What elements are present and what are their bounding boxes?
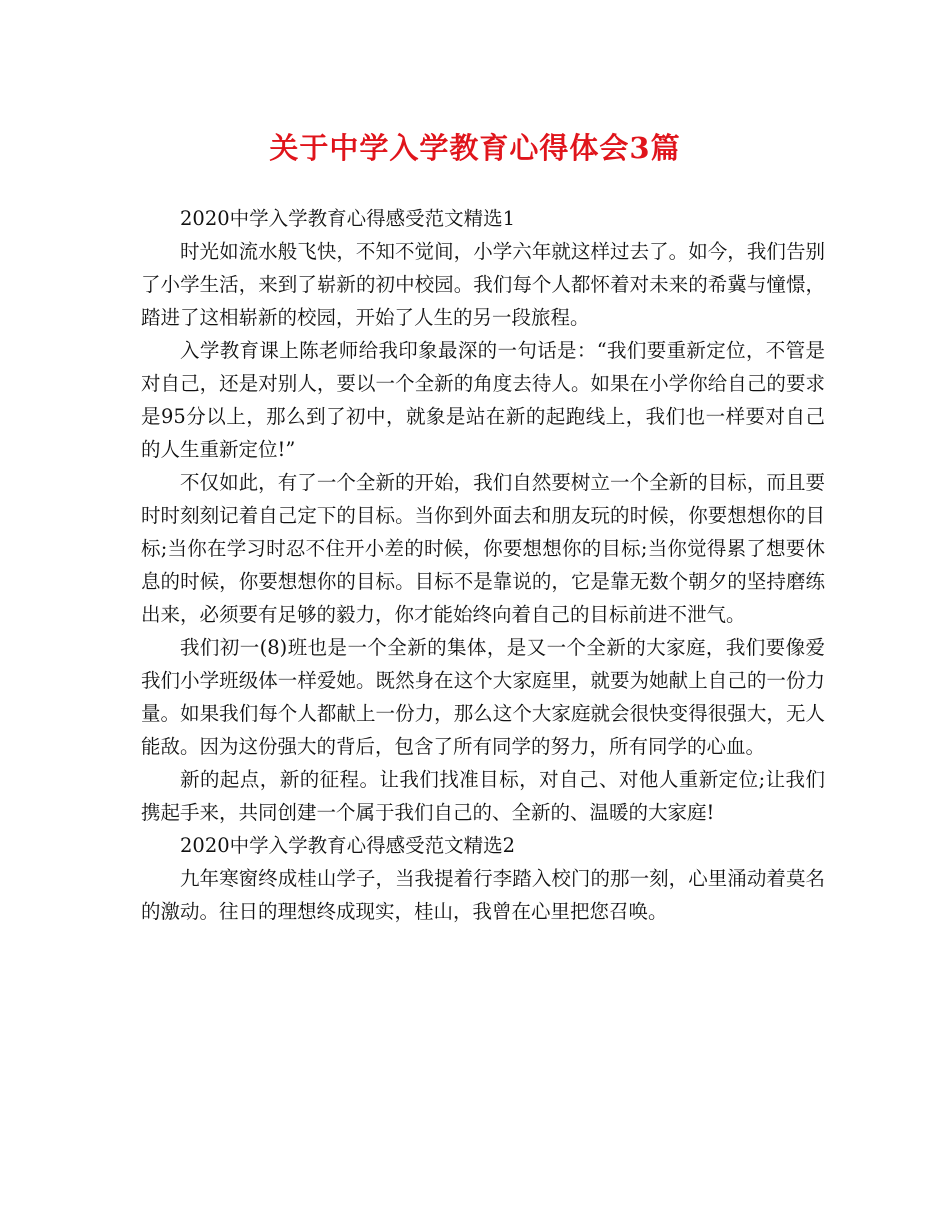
- paragraph: 入学教育课上陈老师给我印象最深的一句话是：“我们要重新定位，不管是对自己，还是对别人，要以一个全新的角度去待人。如果在小学你给自己的要求是95分以上，那么到了初中，就象是站在新的起跑线上，我们也一样要对自己的人生重新定位!”: [141, 339, 825, 461]
- paragraph: 不仅如此，有了一个全新的开始，我们自然要树立一个全新的目标，而且要时时刻刻记着自己定下的目标。当你到外面去和朋友玩的时候，你要想想你的目标;当你在学习时忍不住开小差的时候，你要想想你的目标;当你觉得累了想要休息的时候，你要想想你的目标。目标不是靠说的，它是靠无数个朝夕的坚持磨练出来，必须要有足够的毅力，你才能始终向着自己的目标前进不泄气。: [141, 471, 825, 626]
- document-body: [141, 202, 825, 928]
- section-heading-1: 2020中学入学教育心得感受范文精选1: [180, 207, 516, 230]
- paragraph: 我们初一(8)班也是一个全新的集体，是又一个全新的大家庭，我们要像爱我们小学班级体一样爱她。既然身在这个大家庭里，就要为她献上自己的一份力量。如果我们每个人都献上一份力，那么这个大家庭就会很快变得很强大，无人能敌。因为这份强大的背后，包含了所有同学的努力，所有同学的心血。: [141, 636, 825, 758]
- paragraph: 九年寒窗终成桂山学子，当我提着行李踏入校门的那一刻，心里涌动着莫名的激动。往日的理想终成现实，桂山，我曾在心里把您召唤。: [141, 867, 825, 923]
- paragraph: 新的起点，新的征程。让我们找准目标，对自己、对他人重新定位;让我们携起手来，共同创建一个属于我们自己的、全新的、温暖的大家庭!: [141, 768, 825, 824]
- paragraph: 时光如流水般飞快，不知不觉间，小学六年就这样过去了。如今，我们告别了小学生活，来到了崭新的初中校园。我们每个人都怀着对未来的希冀与憧憬，踏进了这相崭新的校园，开始了人生的另一段旅程。: [141, 240, 825, 329]
- page-title: 关于中学入学教育心得体会3篇: [269, 131, 681, 165]
- section-heading-2: 2020中学入学教育心得感受范文精选2: [180, 834, 516, 857]
